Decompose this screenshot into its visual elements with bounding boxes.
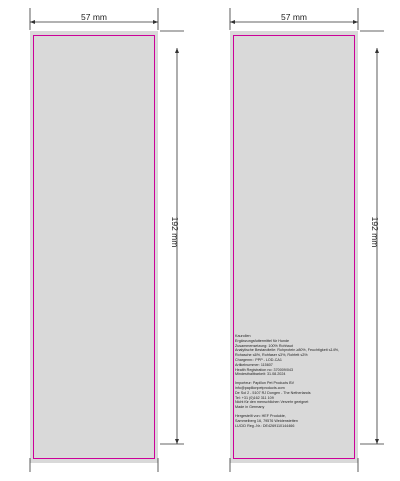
arrowhead <box>175 48 179 53</box>
label-line: Ergänzungsfuttermittel für Hunde <box>235 338 290 343</box>
label-line: Tel: +31 (0)162 311 109 <box>235 395 274 400</box>
label-line: Mindesthaltbarkeit: 31.08.2024 <box>235 372 286 377</box>
label-line: Sammelberg 16, 79576 Weidenstetten <box>235 418 298 423</box>
label-line: Zusammensetzung: 100% Rohhaut <box>235 343 293 348</box>
arrowhead <box>375 439 379 444</box>
back-label-text <box>235 334 351 428</box>
width-label: 57 mm <box>281 12 307 22</box>
label-line: LUCID Reg.-Nr.: DE4269110144466 <box>235 423 295 428</box>
label-line: Chargennr.: PPP - LOD-CA1 <box>235 357 282 362</box>
arrowhead <box>153 20 158 24</box>
width-label: 57 mm <box>81 12 107 22</box>
label-line: Nicht für den menschlichen Verzehr geeignet <box>235 400 309 405</box>
label-line: Made in Germany <box>235 405 265 410</box>
label-line: Importeur: Papillon Pet Products BV <box>235 381 295 386</box>
label-line: info@papillonpetproducts.com <box>235 385 285 390</box>
label-line: Health Registration no: 370009/043 <box>235 367 294 372</box>
label-line: Kaurollen <box>235 334 251 338</box>
height-label: 192 mm <box>370 216 380 248</box>
arrowhead <box>175 439 179 444</box>
label-line: Rohasche ≤6%, Rohfaser ≤3%, Rohfett ≤3% <box>235 353 308 358</box>
label-line: Hergestellt von: HEF Produkte, <box>235 413 286 418</box>
arrowhead <box>30 20 35 24</box>
height-label: 192 mm <box>170 216 180 248</box>
arrowhead <box>353 20 358 24</box>
label-line: Analytische Bestandteile: Rohprotein ≥80%, Feuchtigkeit ≤14%, <box>235 348 340 353</box>
label-line: De Sol 2 - 5107 RJ Dongen - The Netherlands <box>235 390 311 395</box>
arrowhead <box>375 48 379 53</box>
label-line: Artikelnummer: 115607 <box>235 362 273 367</box>
arrowhead <box>230 20 235 24</box>
